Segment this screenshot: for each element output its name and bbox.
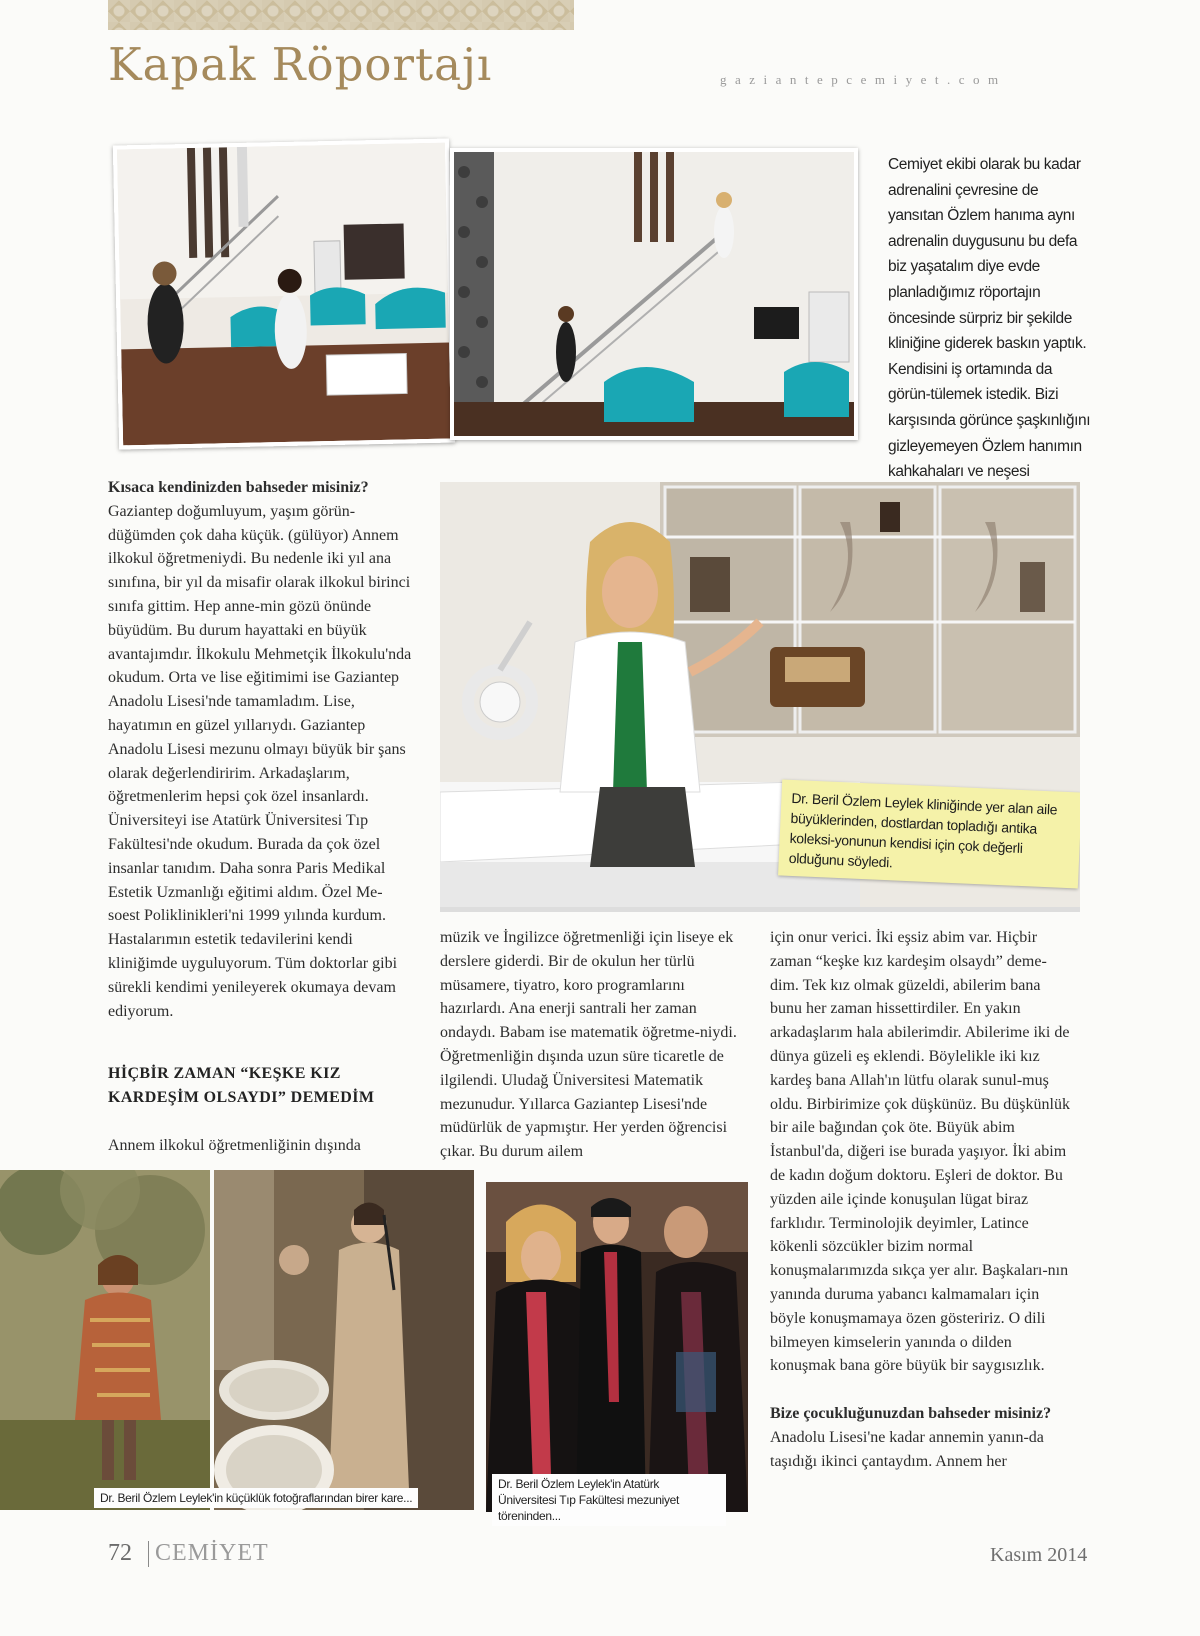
header-pattern-band bbox=[108, 0, 574, 30]
issue-date: Kasım 2014 bbox=[990, 1544, 1088, 1566]
main-clinic-photo bbox=[440, 482, 1080, 912]
column-1 bbox=[108, 476, 414, 1023]
childhood-photo-drums bbox=[214, 1170, 474, 1510]
intro-caption: Cemiyet ekibi olarak bu kadar adrenalini çevresine de yansıtan Özlem hanıma aynı adrenalin duygusunu bu defa biz yaşatalım diye evde planladığımız röportajın öncesinde sürpriz bir şekilde kliniğine giderek baskın yaptık. Kendisini iş ortamında da görün-tülemek istedik. Bizi karşısında görünce şaşkınlığını gizleyemeyen Özlem hanımın kahkahaları ve neşesi bbox=[888, 156, 1091, 481]
magazine-name: CEMİYET bbox=[155, 1540, 269, 1566]
childhood-photos-caption: Dr. Beril Özlem Leylek'in küçüklük fotoğraflarından birer kare... bbox=[94, 1488, 418, 1508]
site-url: gaziantepcemiyet.com bbox=[720, 72, 1007, 87]
graduation-photo bbox=[486, 1182, 748, 1512]
footer-separator bbox=[148, 1541, 149, 1567]
clinic-staircase-photo bbox=[450, 148, 858, 440]
main-photo-caption: Dr. Beril Özlem Leylek kliniğinde yer alan aile büyüklerinden, dostlardan topladığı antika koleksi-yonunun kendisi için çok değerli olduğunu söyledi. bbox=[778, 780, 1080, 889]
column-3-text: için onur verici. İki eşsiz abim var. Hiçbir zaman “keşke kız kardeşim olsaydı” deme-dim. Tek kız olmak güzeldi, abilerim bana bunu her zaman hissettirdiler. En yakın arkadaşlarım hala abilerimdir. Abilerime iki de dünya güzeli eş eklendi. Böylelikle iki kız kardeş bana Allah'ın lütfu olarak sunul-muş oldu. Birbirimize çok düşkünüz. Bu düşkünlük bir aile bağından çok öte. Büyük abim İstanbul'da, diğeri ise burada yaşıyor. İki abim de kadın doğum doktoru. Eşleri de doktor. Bu yüzden aile içinde konuşulan lügat biraz farklıdır. Terminolojik deyimler, Latince kökenli sözcükler bizim normal konuşmalarımızda sıkça yer alır. Başkaları-nın yanında duruma yabancı kalmamaları için böyle konuşmamaya özen gösteririz. O dili bilmeyen kimselerin yanında o dilden konuşmak bana göre büyük bir saygısızlık. bbox=[770, 929, 1070, 1375]
section-title: Kapak Röportajı bbox=[108, 38, 493, 91]
answer-2-start: Annem ilkokul öğretmenliğinin dışında bbox=[108, 1137, 361, 1154]
page-number: 72 bbox=[108, 1540, 132, 1566]
graduation-photo-caption: Dr. Beril Özlem Leylek'in Atatürk Üniversitesi Tıp Fakültesi mezuniyet töreninden... bbox=[492, 1474, 726, 1526]
clinic-lobby-photo bbox=[113, 139, 455, 450]
column-2: müzik ve İngilizce öğretmenliği için liseye ek derslere giderdi. Bir de okulun her türlü müsamere, tiyatro, koro programlarını hazırlardı. Ana enerji santrali her zaman ondaydı. Babam ise matematik öğretme-niydi. Öğretmenliğin dışında uzun süre ticaretle de ilgilendi. Uludağ Üniversitesi Matematik mezunudur. Yıllarca Gaziantep Lisesi'nde müdürlük de yapmıştır. Her yerden öğrencisi çıkar. Bu durum ailem bbox=[440, 929, 737, 1161]
answer-1: Gaziantep doğumluyum, yaşım görün-düğümden çok daha küçük. (gülüyor) Annem ilkokul öğretmeniydi. Bu nedenle iki yıl ana sınıfına, bir yıl da misafir olarak ilkokul birinci sınıfa gittim. Hep anne-min gözü önünde büyüdüm. Bu durum hayattaki en büyük avantajımdır. İlkokulu Mehmetçik İlkokulu'nda okudum. Orta ve lise eğitimimi ise Gaziantep Anadolu Lisesi'nde tamamladım. Lise, hayatımın en güzel yıllarıydı. Gaziantep Anadolu Lisesi mezunu olmayı büyük bir şans olarak değerlendiririm. Arkadaşlarım, öğretmenlerim hepsi çok özel insanlardı. Üniversiteyi ise Atatürk Üniversitesi Tıp Fakültesi'nde okudum. Burada da çok özel insanlar tanıdım. Daha sonra Paris Medikal Estetik Uzmanlığı eğitimi aldım. Özel Me-soest Poliklinikleri'ni 1999 yılında kurdum. Hastalarımın estetik tedavilerini kendi kliniğimde uyguluyorum. Tüm doktorlar gibi sürekli kendimi yenileyerek okumaya devam ediyorum. bbox=[108, 502, 412, 1020]
answer-3-start: Anadolu Lisesi'ne kadar annemin yanın-da taşıdığı ikinci çantaydım. Annem her bbox=[770, 1428, 1044, 1470]
column-3 bbox=[770, 926, 1070, 1474]
question-2: Bize çocukluğunuzdan bahseder misiniz? bbox=[770, 1405, 1052, 1423]
question-1: Kısaca kendinizden bahseder misiniz? bbox=[108, 479, 369, 496]
subheading: HİÇBİR ZAMAN “KEŞKE KIZ KARDEŞİM OLSAYDI” DEMEDİM bbox=[108, 1065, 375, 1106]
childhood-photo-garden bbox=[0, 1170, 210, 1510]
